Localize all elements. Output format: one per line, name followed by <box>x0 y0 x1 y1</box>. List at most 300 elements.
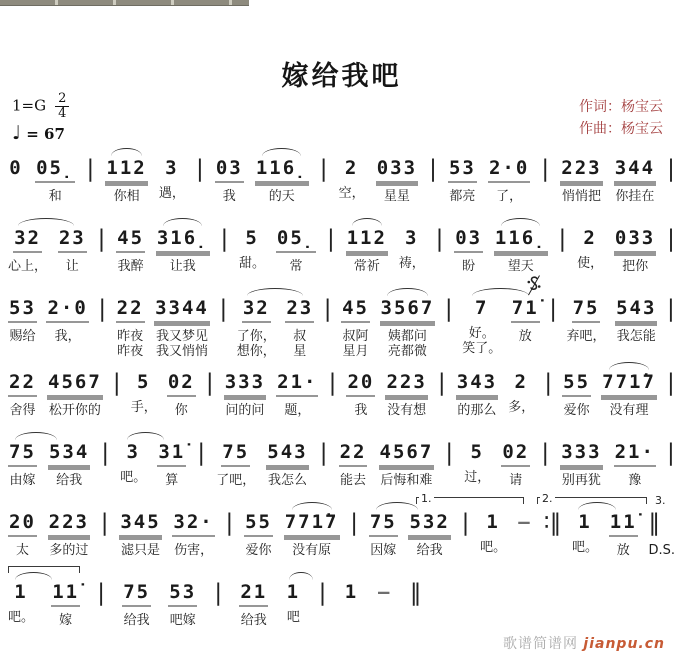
note-unit <box>239 226 265 271</box>
lyric: 你 <box>174 403 188 418</box>
note-figures: 22 <box>8 370 37 397</box>
barline: | <box>97 580 106 606</box>
note-figures: 033 <box>614 226 656 253</box>
note-unit <box>615 296 657 344</box>
note-figures: 02 <box>501 440 530 467</box>
note-figures: 22 <box>339 440 368 467</box>
note-unit <box>385 370 427 418</box>
lyric: 给我 <box>416 543 443 558</box>
note-figures: 05̣ <box>35 156 75 183</box>
note-unit <box>156 226 210 274</box>
lyric-verse2: 昨夜 <box>117 344 144 359</box>
note-unit <box>380 296 436 359</box>
lyric: 吧。 <box>571 540 598 555</box>
final-bar-glyph: ‖ <box>409 580 422 606</box>
note-figures: 53 <box>448 156 477 183</box>
lyric-verse2: 亮都微 <box>387 344 427 359</box>
lyric: 由嫁 <box>9 473 36 488</box>
note-figures: 75 <box>221 440 250 467</box>
score-row <box>8 226 675 296</box>
tempo-value: 67 <box>44 125 65 143</box>
note-figures: 033 <box>376 156 418 183</box>
note-figures: 532 <box>408 510 450 537</box>
barline: | <box>667 226 675 252</box>
note-unit <box>614 226 656 274</box>
note-unit <box>122 580 151 628</box>
barline: | <box>544 370 553 396</box>
lyric-verse2: 笑了。 <box>462 341 502 356</box>
note-figures: 2 <box>583 227 597 249</box>
composer-credit: 作曲：杨宝云 <box>579 121 663 137</box>
top-window-strip <box>0 0 249 6</box>
note-unit <box>408 510 450 558</box>
barline: | <box>219 296 228 322</box>
note-unit <box>35 156 75 204</box>
note-figures: 2·0 <box>46 296 88 323</box>
note-unit <box>154 296 210 359</box>
note-unit <box>464 440 490 485</box>
lyric-verse2: 想你， <box>236 344 276 359</box>
note-unit <box>51 580 80 628</box>
note-figures: 5 <box>470 441 484 463</box>
note-figures: 3344 <box>154 296 210 323</box>
barline: | <box>195 156 204 182</box>
lyric: 的天 <box>268 189 295 204</box>
barline: | <box>100 510 109 536</box>
note-figures: 112 <box>346 226 388 253</box>
barline: | <box>437 370 446 396</box>
note-unit <box>216 440 255 488</box>
note-figures: 31̇ <box>157 440 186 467</box>
note-figures: 543 <box>266 440 308 467</box>
lyric: 因嫁 <box>370 543 397 558</box>
note-unit <box>454 226 483 274</box>
lyric: 松开你的 <box>48 403 101 418</box>
note-unit <box>8 510 37 558</box>
note-figures: 45 <box>116 226 145 253</box>
lyric: 后悔和难 <box>380 473 433 488</box>
note-figures: 223 <box>48 510 90 537</box>
lyric: 姨都问 <box>387 329 427 344</box>
note-unit <box>285 296 314 359</box>
note-figures: 116̣ <box>255 156 309 183</box>
note-figures: 53 <box>168 580 197 607</box>
barline: | <box>101 440 110 466</box>
volta-label-3: 3. <box>655 494 666 507</box>
note-figures: 1 <box>344 581 359 603</box>
note-unit <box>369 510 398 558</box>
note-figures: 03 <box>454 226 483 253</box>
note-unit <box>46 296 88 344</box>
note-figures: 71̇ <box>511 296 540 323</box>
final-bar-glyph: ‖ <box>648 510 660 536</box>
note-unit <box>488 156 530 204</box>
lyric: 给我 <box>240 613 267 628</box>
note-unit <box>266 440 308 488</box>
lyric: 叔阿 <box>342 329 369 344</box>
key-signature-block <box>12 92 69 144</box>
lyric: 常 <box>289 259 303 274</box>
volta-label-1: 1. <box>421 492 432 505</box>
lyricist-credit: 作词：杨宝云 <box>579 99 663 115</box>
site-name-cn: 歌谱简谱网 <box>502 636 578 652</box>
lyric: 放 <box>518 329 532 344</box>
lyric: 我又梦见 <box>155 329 208 344</box>
lyric-verse2: 星月 <box>342 344 369 359</box>
note-unit <box>224 370 266 418</box>
lyric: 甜。 <box>239 256 266 271</box>
lyric: 了， <box>496 189 523 204</box>
note-unit <box>244 510 273 558</box>
lyric: 使， <box>577 256 604 271</box>
lyric: 给我 <box>123 613 150 628</box>
note-figures: 333 <box>224 370 266 397</box>
note-figures: 75 <box>572 296 601 323</box>
note-figures: 3 <box>126 441 140 463</box>
lyric: 吧。 <box>8 610 35 625</box>
note-unit <box>276 226 316 274</box>
note-unit <box>157 440 186 488</box>
lyric: 手， <box>130 400 157 415</box>
lyric: 盼 <box>462 259 476 274</box>
note-unit <box>572 510 598 555</box>
barline: | <box>197 440 206 466</box>
slur-arc <box>262 148 301 156</box>
quarter-note-icon: ♩ <box>12 122 21 144</box>
tempo-eq: = <box>26 125 39 143</box>
note-unit <box>601 370 657 418</box>
barline: | <box>220 226 229 252</box>
barline: | <box>667 440 675 466</box>
note-unit <box>341 296 370 359</box>
barline: | <box>461 510 470 536</box>
barline: | <box>319 156 328 182</box>
barline: | <box>435 226 444 252</box>
note-figures: 32 <box>13 226 42 253</box>
volta-bracket-1 <box>416 492 524 505</box>
note-unit <box>379 440 435 488</box>
lyric: 我 <box>222 189 236 204</box>
note-unit <box>346 226 388 274</box>
note-unit <box>376 156 418 204</box>
barline: | <box>558 226 567 252</box>
note-unit <box>120 440 146 485</box>
note-figures: 116̣ <box>494 226 548 253</box>
site-watermark <box>503 633 665 653</box>
lyric: 吧。 <box>120 470 147 485</box>
barline: | <box>541 156 550 182</box>
volta-bracket-2 <box>537 492 647 505</box>
note-unit <box>237 296 276 359</box>
slur-arc <box>472 288 529 296</box>
lyric-verse2: 星 <box>293 344 307 359</box>
note-unit <box>560 440 602 488</box>
note-figures: 75 <box>8 440 37 467</box>
note-unit <box>239 580 268 628</box>
barline: | <box>214 580 223 606</box>
note-figures: 5 <box>245 227 259 249</box>
segno-icon <box>526 274 542 302</box>
lyric: 伤害， <box>174 543 214 558</box>
barline: | <box>318 580 327 606</box>
note-figures: 345 <box>119 510 161 537</box>
slur-arc <box>111 148 141 156</box>
note-figures: 344 <box>614 156 656 183</box>
note-figures: 534 <box>48 440 90 467</box>
lyric: 豫 <box>628 473 642 488</box>
lyric: 多， <box>508 400 535 415</box>
note-figures: 333 <box>560 440 602 467</box>
lyric: 我醉 <box>117 259 144 274</box>
lyric: 都亮 <box>449 189 476 204</box>
note-figures: 1 <box>14 581 28 603</box>
barline: | <box>225 510 234 536</box>
lyric: 常祈 <box>353 259 380 274</box>
note-unit <box>215 156 244 204</box>
lyric: 心上， <box>8 259 48 274</box>
note-figures: 55 <box>244 510 273 537</box>
note-figures: 3 <box>405 227 419 249</box>
note-unit <box>48 510 90 558</box>
lyric: 滤只是 <box>120 543 160 558</box>
score-row <box>8 580 422 650</box>
note-unit <box>577 226 603 271</box>
note-figures: 2·0 <box>488 156 530 183</box>
lyric: 给我 <box>56 473 83 488</box>
barline: | <box>86 156 95 182</box>
lyric: 爱你 <box>563 403 590 418</box>
lyric: 我， <box>54 329 81 344</box>
credits-block <box>579 96 663 140</box>
slur-arc <box>289 572 312 580</box>
song-title: 嫁给我吧 <box>281 61 402 92</box>
lyric: 没有原 <box>292 543 332 558</box>
barline: | <box>323 296 332 322</box>
note-unit <box>517 510 533 540</box>
note-unit <box>255 156 309 204</box>
note-figures: 223 <box>560 156 602 183</box>
note-unit <box>399 226 425 271</box>
note-unit <box>501 440 530 488</box>
key-label: 1=G <box>12 96 47 115</box>
note-unit <box>276 370 318 418</box>
note-unit <box>8 296 37 344</box>
note-unit <box>508 370 534 415</box>
note-figures: 4567 <box>379 440 435 467</box>
note-unit <box>614 440 656 488</box>
lyric: 望天 <box>507 259 534 274</box>
note-unit <box>614 156 656 204</box>
slur-arc <box>387 288 427 296</box>
note-figures: 316̣ <box>156 226 210 253</box>
lyric: 悄悄把 <box>561 189 601 204</box>
lyric-verse2: 我又悄悄 <box>155 344 208 359</box>
barline: | <box>97 226 106 252</box>
note-figures: 0 <box>9 157 23 179</box>
note-figures: 75 <box>369 510 398 537</box>
note-unit <box>159 156 185 201</box>
lyric: 请 <box>509 473 523 488</box>
note-figures: 543 <box>615 296 657 323</box>
ds-mark: D.S. <box>648 543 675 558</box>
note-figures: – <box>377 581 392 603</box>
note-figures: 2 <box>514 371 528 393</box>
lyric: 赐给 <box>9 329 36 344</box>
note-figures: 53 <box>8 296 37 323</box>
note-unit <box>480 510 506 555</box>
note-unit <box>116 296 145 359</box>
final-barline <box>648 510 675 558</box>
note-figures: 2 <box>344 157 359 179</box>
score-row <box>8 370 675 440</box>
score-row <box>8 156 675 226</box>
lyric: 你挂在 <box>615 189 655 204</box>
note-figures: 05̣ <box>276 226 316 253</box>
note-figures: 21· <box>276 370 318 397</box>
lyric: 太 <box>15 543 29 558</box>
repeat-end-barline: ∶‖ <box>543 510 562 536</box>
lyric: 放 <box>616 543 630 558</box>
barline: | <box>445 440 454 466</box>
note-unit <box>560 156 602 204</box>
lyric: 我 <box>354 403 368 418</box>
lyric: 过， <box>464 470 491 485</box>
note-figures: 771̇7 <box>601 370 657 397</box>
note-unit <box>448 156 477 204</box>
lyric: 遇， <box>158 186 185 201</box>
note-unit <box>285 580 301 625</box>
slur-arc <box>292 502 332 510</box>
note-figures: 32 <box>242 296 271 323</box>
note-figures: 55 <box>562 370 591 397</box>
note-figures: 5 <box>137 371 151 393</box>
note-unit <box>8 580 34 625</box>
score-row <box>8 296 675 370</box>
barline: | <box>327 226 335 252</box>
note-unit <box>344 580 360 610</box>
barline: | <box>444 296 453 322</box>
note-unit <box>47 370 103 418</box>
score-row <box>8 510 675 580</box>
barline: | <box>549 296 557 322</box>
time-top: 2 <box>55 92 69 107</box>
note-figures: 3 <box>165 157 179 179</box>
note-unit <box>567 296 606 344</box>
lyric: 我怎能 <box>616 329 656 344</box>
barline: | <box>541 440 550 466</box>
note-figures: 21 <box>239 580 268 607</box>
lyric: 你相 <box>113 189 140 204</box>
note-figures: 343 <box>456 370 498 397</box>
lyric: 算 <box>165 473 179 488</box>
note-unit <box>58 226 87 274</box>
score <box>8 156 675 650</box>
barline: | <box>667 370 675 396</box>
note-figures: 223 <box>385 370 427 397</box>
note-unit <box>131 370 157 415</box>
note-unit <box>48 440 90 488</box>
note-unit <box>494 226 548 274</box>
lyric: 了吧， <box>216 473 256 488</box>
lyric: 能去 <box>340 473 367 488</box>
note-figures: 1 <box>286 581 301 603</box>
volta-label-2: 2. <box>542 492 553 505</box>
note-unit <box>346 370 375 418</box>
note-unit <box>609 510 638 558</box>
note-figures: 02 <box>167 370 196 397</box>
lyric: 了你， <box>236 329 276 344</box>
note-figures: 21· <box>614 440 656 467</box>
barline: | <box>205 370 214 396</box>
note-figures: 23 <box>58 226 87 253</box>
lyric: 嫁 <box>59 613 73 628</box>
note-unit <box>116 226 145 274</box>
lyric: 舍得 <box>9 403 36 418</box>
site-url: jianpu.cn <box>583 636 665 652</box>
note-unit <box>168 580 197 628</box>
note-unit <box>105 156 147 204</box>
note-unit <box>8 370 37 418</box>
lyric: 让 <box>65 259 79 274</box>
note-unit <box>339 440 368 488</box>
note-unit <box>119 510 161 558</box>
note-unit <box>8 156 24 186</box>
note-figures: 11̇ <box>51 580 80 607</box>
lyric: 吧嫁 <box>169 613 196 628</box>
lyric: 的那么 <box>457 403 497 418</box>
lyric: 弃吧， <box>566 329 606 344</box>
lyric: 多的过 <box>49 543 89 558</box>
note-unit <box>562 370 591 418</box>
lyric: 别再犹 <box>561 473 601 488</box>
barline: | <box>429 156 437 182</box>
barline: | <box>667 156 675 182</box>
note-unit <box>462 296 501 356</box>
note-figures: 32· <box>172 510 214 537</box>
barline: | <box>319 440 328 466</box>
lyric: 让我 <box>169 259 196 274</box>
barline: | <box>328 370 337 396</box>
barline: | <box>667 296 675 322</box>
note-figures: 23 <box>285 296 314 323</box>
final-barline <box>410 580 422 607</box>
note-figures: 7 <box>474 297 489 319</box>
lyric: 我怎么 <box>267 473 307 488</box>
time-signature <box>55 92 69 121</box>
volta-bracket-3-continuation <box>8 566 80 573</box>
note-figures: 771̇7 <box>284 510 340 537</box>
lyric: 和 <box>48 189 62 204</box>
tempo-line <box>12 122 69 144</box>
note-unit <box>172 510 214 558</box>
note-figures: 4567 <box>47 370 103 397</box>
lyric: 没有想 <box>387 403 427 418</box>
note-figures: 20 <box>346 370 375 397</box>
lyric: 祷， <box>398 256 425 271</box>
note-unit <box>511 296 540 344</box>
note-unit <box>167 370 196 418</box>
lyric: 题， <box>284 403 311 418</box>
note-figures: 45 <box>341 296 370 323</box>
note-figures: 112 <box>105 156 147 183</box>
lyric: 没有理 <box>609 403 649 418</box>
key-time-line <box>12 92 69 121</box>
note-figures: 20 <box>8 510 37 537</box>
note-figures: 11̇ <box>609 510 638 537</box>
time-bottom: 4 <box>58 106 67 121</box>
barline: | <box>112 370 121 396</box>
note-figures: 3567 <box>380 296 436 323</box>
